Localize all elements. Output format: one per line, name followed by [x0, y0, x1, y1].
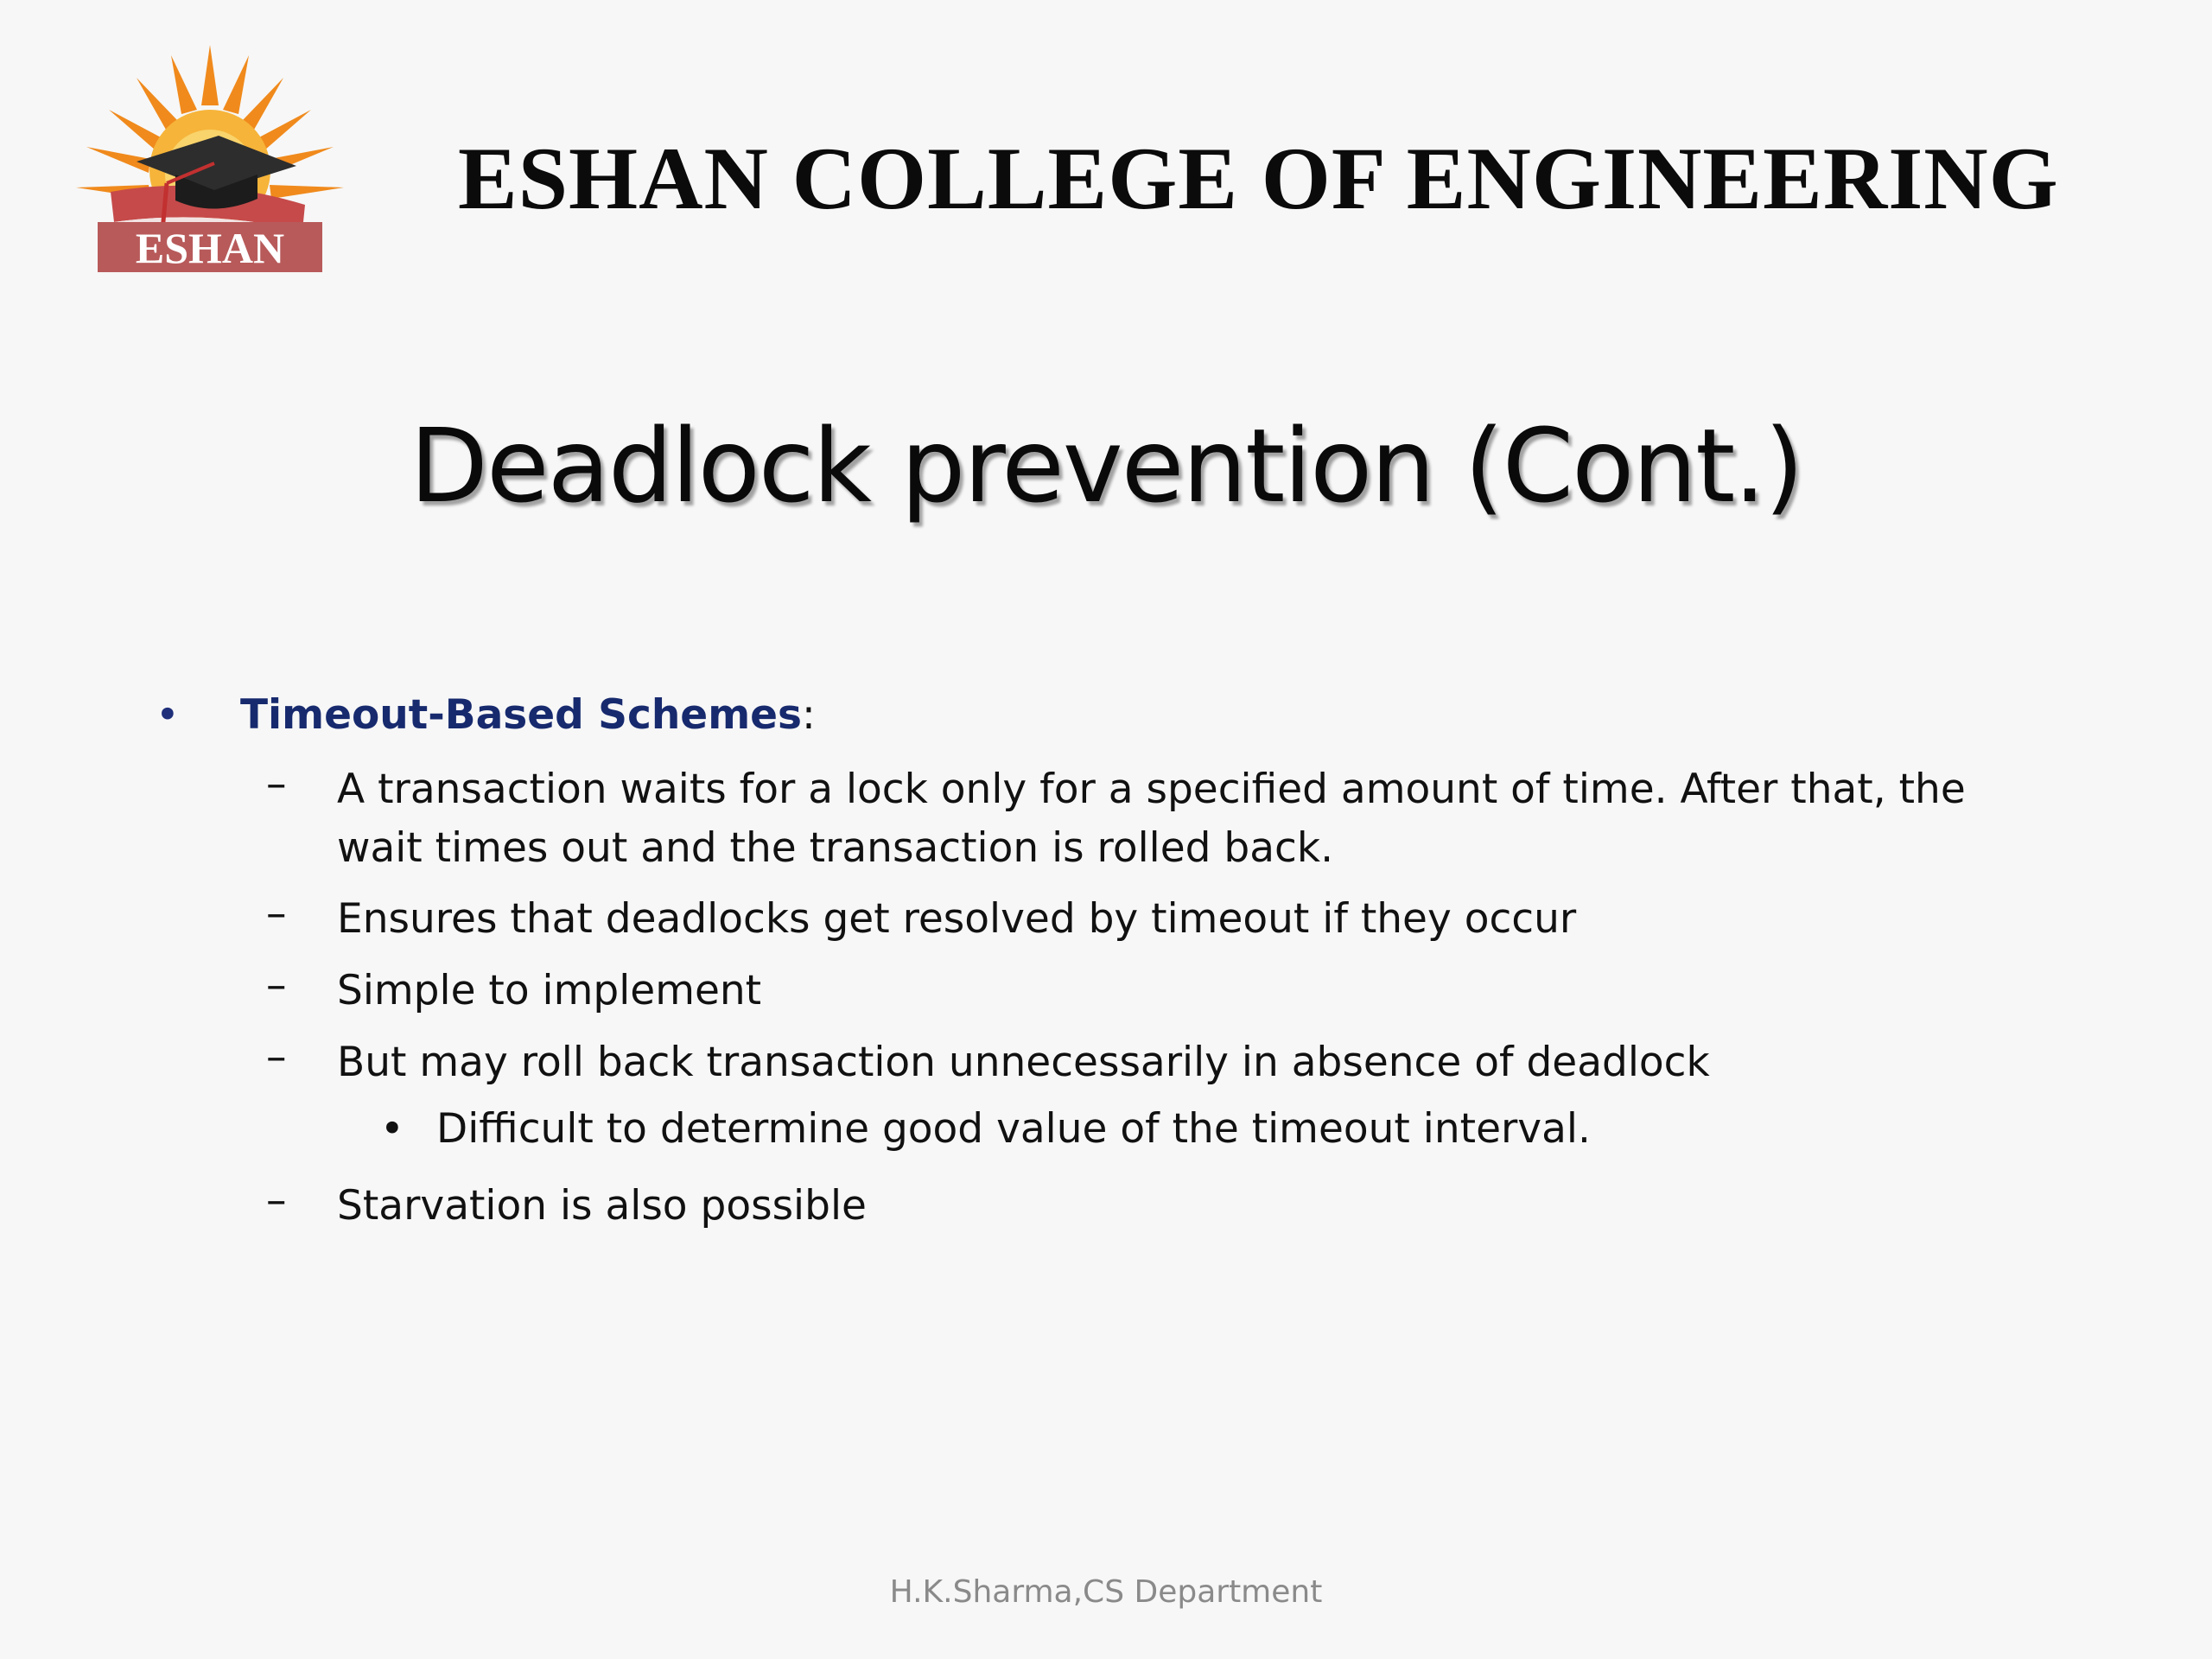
dash-icon: – [266, 890, 287, 938]
list-item [0, 890, 2212, 950]
list-item-line: But may roll back transaction unnecessarily in absence of deadlock [337, 1039, 1710, 1086]
footer-text: H.K.Sharma,CS Department [889, 1574, 1323, 1610]
bullet-heading [240, 691, 816, 739]
college-name: ESHAN COLLEGE OF ENGINEERING [458, 130, 2059, 228]
dash-icon: – [266, 760, 287, 808]
bullet-heading-colon: : [802, 691, 816, 739]
list-item-line: A transaction waits for a lock only for a specified amount of time. After that, the [337, 766, 1966, 813]
dash-icon: – [266, 1033, 287, 1081]
list-item-line: Starvation is also possible [337, 1182, 867, 1230]
bullet-icon: • [156, 691, 180, 739]
list-item [0, 1033, 2212, 1094]
list-subitem-text: Difficult to determine good value of the timeout interval. [436, 1105, 1591, 1153]
bullet-item-timeout [0, 691, 2212, 752]
dash-icon: – [266, 1177, 287, 1224]
list-item-line: wait times out and the transaction is rolled back. [337, 824, 1334, 872]
bullet-icon: • [380, 1105, 404, 1153]
list-item-line: Ensures that deadlocks get resolved by timeout if they occur [337, 895, 1577, 943]
list-item-line: Simple to implement [337, 967, 762, 1014]
list-item [0, 962, 2212, 1022]
list-subitem [0, 1105, 2212, 1166]
bullet-heading-text: Timeout-Based Schemes [240, 691, 803, 739]
logo-text: ESHAN [135, 224, 285, 272]
list-item [0, 1177, 2212, 1237]
slide-title: Deadlock prevention (Cont.) [410, 406, 1802, 525]
list-item [0, 760, 2212, 890]
college-logo [76, 45, 344, 274]
dash-icon: – [266, 962, 287, 1009]
